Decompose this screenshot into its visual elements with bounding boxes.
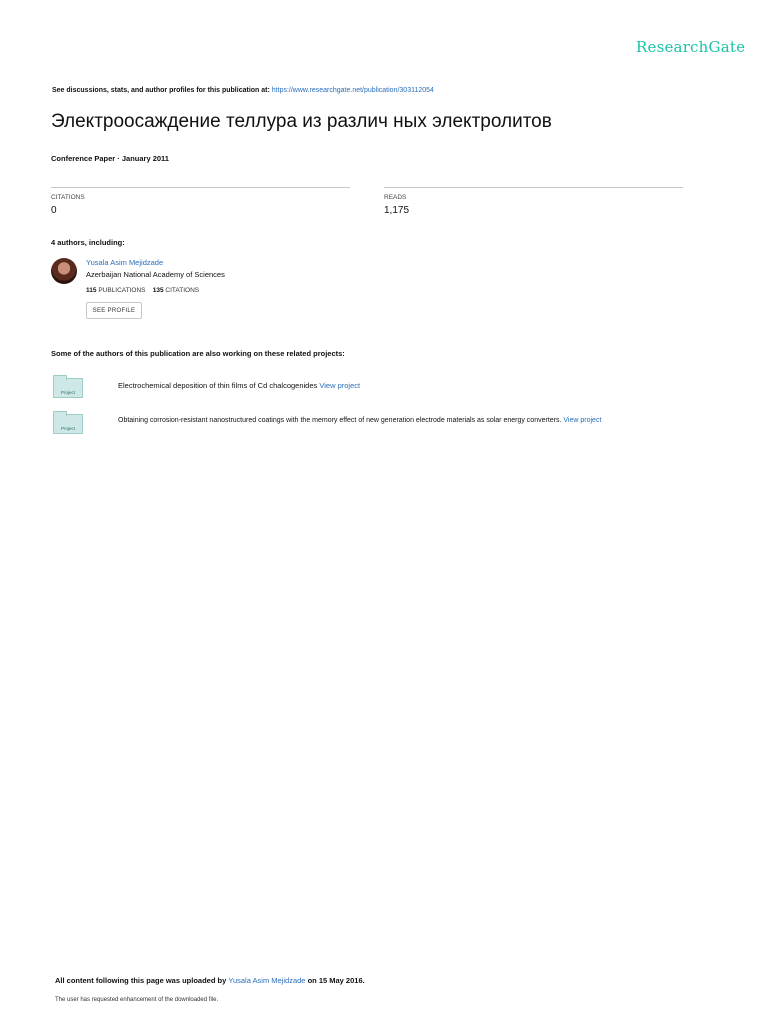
- related-projects-heading: Some of the authors of this publication are also working on these related projects:: [51, 349, 345, 358]
- reads-label: READS: [384, 194, 407, 201]
- author-name-link[interactable]: Yusala Asim Mejidzade: [86, 258, 164, 267]
- authors-heading: 4 authors, including:: [51, 238, 125, 247]
- publication-title: Электроосаждение теллура из различ ных электролитов: [51, 111, 552, 132]
- see-profile-button[interactable]: SEE PROFILE: [86, 302, 142, 319]
- project-title: Electrochemical deposition of thin films of Cd chalcogenides: [118, 381, 318, 390]
- publication-url-link[interactable]: https://www.researchgate.net/publication/303112054: [271, 87, 434, 94]
- upload-prefix: All content following this page was uploaded by: [55, 976, 227, 985]
- author-stats: [86, 287, 199, 294]
- citations-divider: [51, 187, 350, 188]
- project-folder-label: Project: [60, 426, 75, 431]
- publication-meta: Conference Paper · January 2011: [51, 154, 169, 163]
- project-item: [118, 381, 360, 390]
- upload-note: [55, 976, 365, 985]
- citations-value: 0: [51, 205, 57, 216]
- upload-suffix: on 15 May 2016.: [307, 976, 365, 985]
- view-project-link[interactable]: View project: [563, 417, 602, 424]
- author-citations-count: 135: [152, 287, 164, 294]
- author-avatar[interactable]: [51, 258, 77, 284]
- researchgate-logo[interactable]: ResearchGate: [636, 38, 746, 56]
- discussion-line: [52, 87, 434, 94]
- citations-label: CITATIONS: [51, 194, 85, 201]
- author-citations-label: CITATIONS: [165, 287, 200, 294]
- project-folder-icon: [53, 414, 83, 434]
- uploader-link[interactable]: Yusala Asim Mejidzade: [228, 976, 306, 985]
- discussion-prefix: See discussions, stats, and author profiles for this publication at:: [52, 87, 270, 94]
- project-title: Obtaining corrosion-resistant nanostructured coatings with the memory effect of new generation electrode materials as solar energy converters.: [118, 417, 562, 424]
- author-publications-count: 115: [86, 287, 97, 294]
- project-folder-icon: [53, 378, 83, 398]
- project-item: [118, 417, 601, 424]
- reads-value: 1,175: [384, 205, 410, 216]
- view-project-link[interactable]: View project: [319, 381, 361, 390]
- reads-divider: [384, 187, 683, 188]
- project-folder-label: Project: [60, 390, 75, 395]
- author-institution: Azerbaijan National Academy of Sciences: [86, 270, 225, 279]
- author-publications-label: PUBLICATIONS: [98, 287, 146, 294]
- enhancement-note: The user has requested enhancement of the downloaded file.: [55, 997, 219, 1003]
